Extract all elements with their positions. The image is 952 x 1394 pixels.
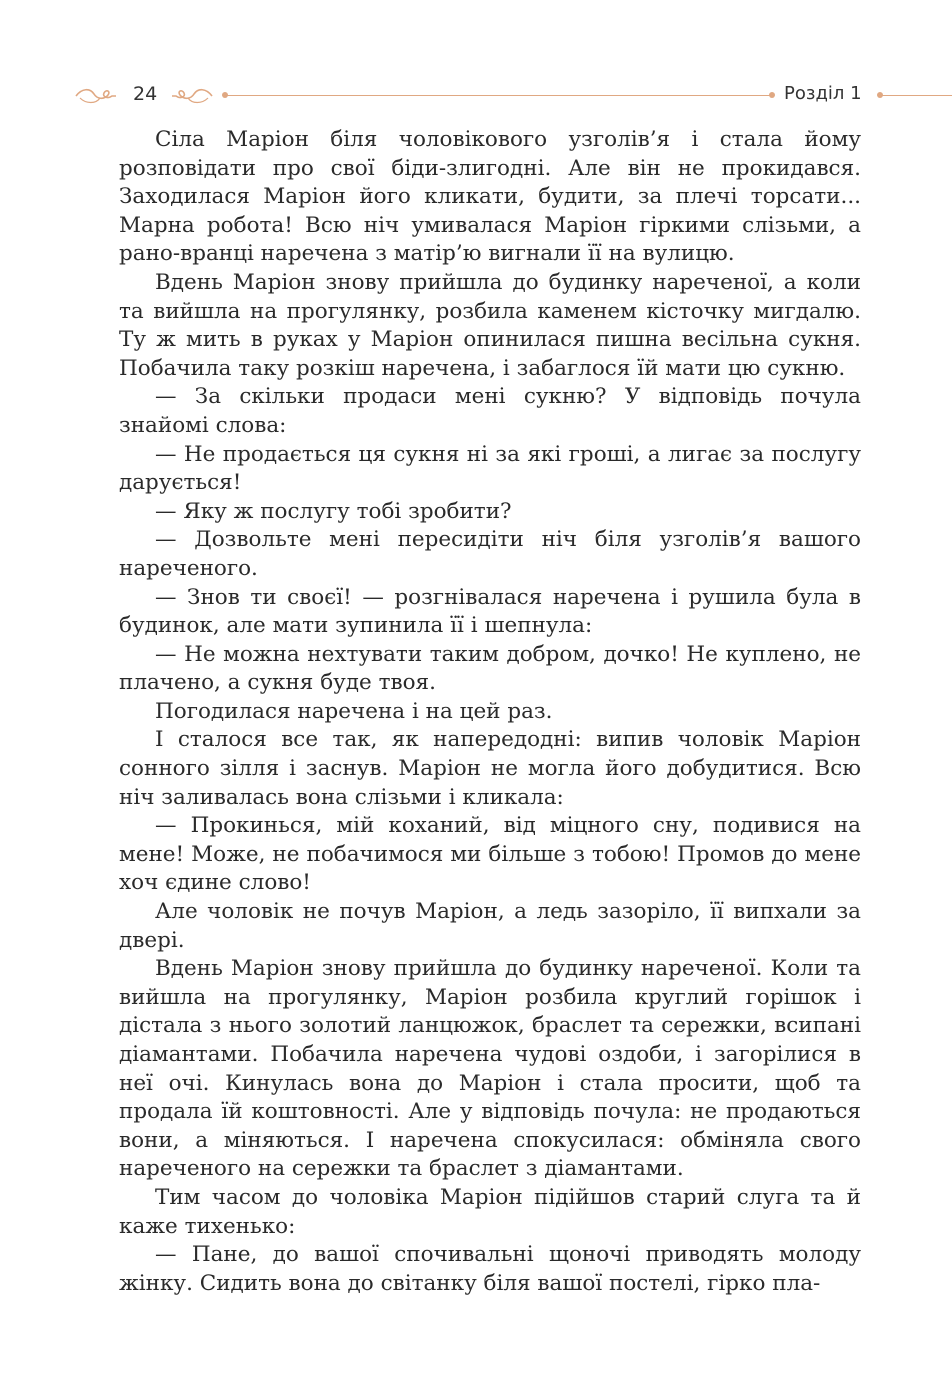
paragraph: — Прокинься, мій коханий, від міцного сну, подивися на мене! Може, не побачимося ми більше з тобою! Промов до мене хоч єдине слово! [119,813,861,896]
paragraph: Погодилася наречена і на цей раз. [155,698,553,724]
paragraph: Але чоловік не почув Маріон, а ледь зазоріло, її випхали за двері. [119,899,861,953]
paragraph: Тим часом до чоловіка Маріон підійшов старий слуга та й каже тихенько: [119,1184,861,1239]
paragraph: Вдень Маріон знову прийшла до будинку нареченої. Коли та вийшла на прогулянку, Маріон розбила круглий горішок і дістала з нього золотий ланцюжок, браслет та сережки, всипані діамантами. Побачила наречена чудові оздоби, і загорілися в неї очі. Кинулась вона до Маріон і стала просити, щоб та продала їй коштовності. Але у відповідь почула: не продаються вони, а міняються. І наречена спокусилася: обміняла свого нареченого на сережки та браслет з діамантами. [119,956,861,1182]
header-rule [226,95,772,96]
body-text [119,126,861,1298]
paragraph: І сталося все так, як напередодні: випив чоловік Маріон сонного зілля і заснув. Маріон не могла його добудитися. Всю ніч заливалась вона слізьми і кликала: [119,727,861,810]
paragraph: Сіла Маріон біля чоловікового узголів’я і стала йому розповідати про свої біди-злигодні. Але він не прокидався. Заходилася Маріон його кликати, будити, за плечі торсати... Марна робота! Всю ніч умивалася Маріон гіркими слізьми, а рано-вранці наречена з матір’ю вигнали її на вулицю. [119,127,861,267]
page-number: 24 [133,83,158,105]
header-rule-end [880,95,952,96]
paragraph: — Не можна нехтувати таким добром, дочко! Не куплено, не плачено, а сукня буде твоя. [119,641,861,696]
paragraph: — Не продається ця сукня ні за які гроші, а лигає за послугу дарується! [119,441,861,496]
rule-dot [769,92,775,98]
right-flourish-icon [170,86,214,106]
paragraph: — Пане, до вашої спочивальні щоночі приводять молоду жінку. Сидить вона до світанку біля вашої постелі, гірко пла- [119,1242,861,1296]
chapter-title: Розділ 1 [784,83,862,104]
left-flourish-icon [74,86,118,106]
paragraph: — Яку ж послугу тобі зробити? [155,498,512,524]
paragraph: — Дозвольте мені пересидіти ніч біля узголів’я вашого нареченого. [119,527,861,581]
paragraph: — За скільки продаси мені сукню? У відповідь почула знайомі слова: [119,384,861,438]
page-header [0,80,952,112]
paragraph: — Знов ти своєї! — розгнівалася наречена і рушила була в будинок, але мати зупинила її і шепнула: [119,584,861,639]
paragraph: Вдень Маріон знову прийшла до будинку нареченої, а коли та вийшла на прогулянку, розбила каменем кісточку мигдалю. Ту ж мить в руках у Маріон опинилася пишна весільна сукня. Побачила таку розкіш наречена, і забаглося їй мати цю сукню. [119,269,861,381]
